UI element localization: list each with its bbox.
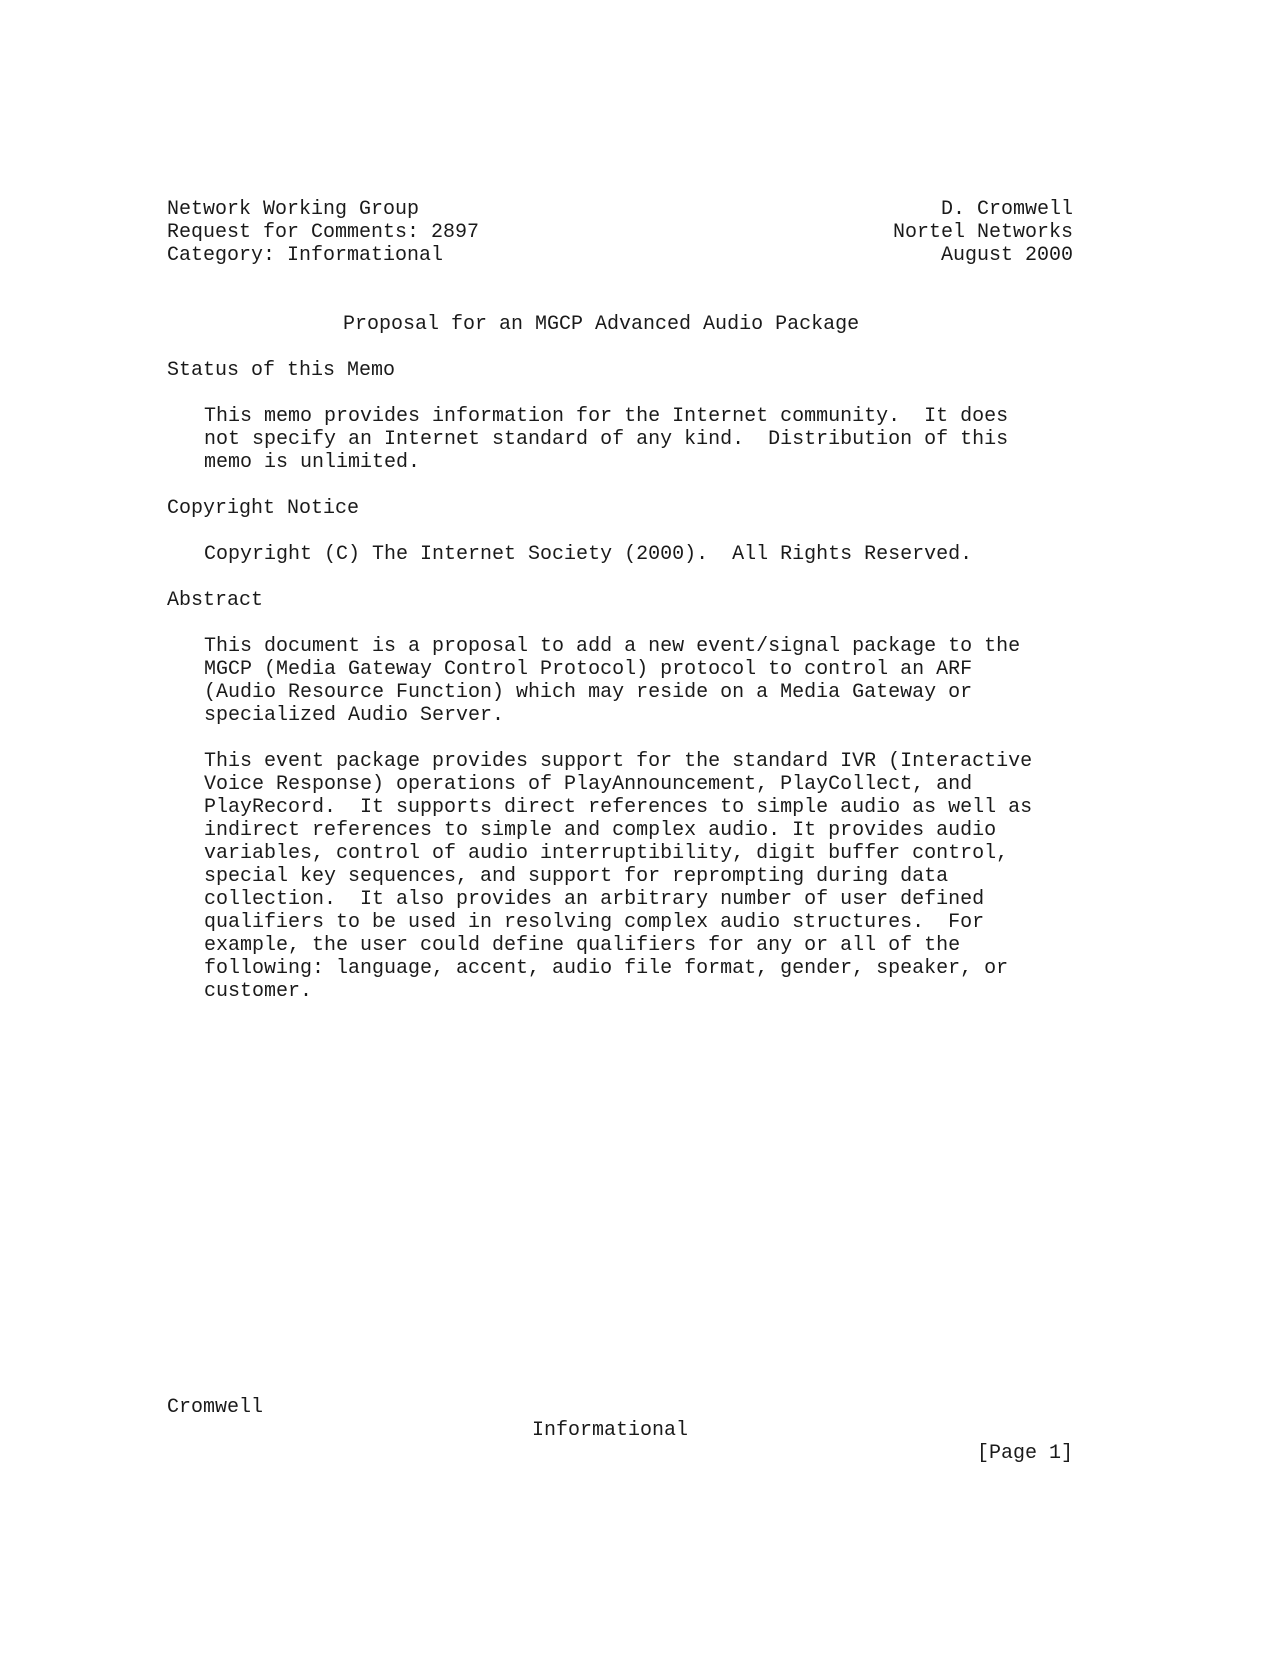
text-line: (Audio Resource Function) which may reside on a Media Gateway or xyxy=(204,681,973,704)
text-line: not specify an Internet standard of any kind. Distribution of this xyxy=(204,428,1009,451)
text-line: example, the user could define qualifiers for any or all of the xyxy=(204,934,961,957)
text-line: This event package provides support for the standard IVR (Interactive xyxy=(204,750,1033,773)
text-line: qualifiers to be used in resolving complex audio structures. For xyxy=(204,911,985,934)
text-line: This document is a proposal to add a new event/signal package to the xyxy=(204,635,1021,658)
text-line: indirect references to simple and complex audio. It provides audio xyxy=(204,819,997,842)
status-paragraph xyxy=(167,405,1073,474)
text-line: Voice Response) operations of PlayAnnouncement, PlayCollect, and xyxy=(204,773,973,796)
footer-category: Informational xyxy=(532,1419,689,1442)
publication-date: August 2000 xyxy=(940,244,1073,267)
author-name: D. Cromwell xyxy=(940,198,1073,221)
header-row xyxy=(167,198,1073,221)
text-line: collection. It also provides an arbitrary number of user defined xyxy=(204,888,985,911)
text-line: specialized Audio Server. xyxy=(204,704,505,727)
text-line: This memo provides information for the Internet community. It does xyxy=(204,405,1009,428)
rfc-page xyxy=(167,198,1073,1003)
footer-page-number: [Page 1] xyxy=(976,1442,1073,1465)
header-row xyxy=(167,244,1073,267)
footer-author: Cromwell xyxy=(167,1396,264,1419)
text-line: customer. xyxy=(204,980,313,1003)
abstract-paragraph-1 xyxy=(167,635,1073,727)
text-line: following: language, accent, audio file format, gender, speaker, or xyxy=(204,957,1009,980)
text-line: memo is unlimited. xyxy=(204,451,421,474)
working-group: Network Working Group xyxy=(167,198,420,221)
header-block xyxy=(167,198,1073,267)
header-row xyxy=(167,221,1073,244)
category: Category: Informational xyxy=(167,244,444,267)
section-heading-copyright: Copyright Notice xyxy=(167,497,360,520)
text-line: Copyright (C) The Internet Society (2000). All Rights Reserved. xyxy=(204,543,973,566)
text-line: variables, control of audio interruptibility, digit buffer control, xyxy=(204,842,1009,865)
text-line: MGCP (Media Gateway Control Protocol) protocol to control an ARF xyxy=(204,658,973,681)
author-org: Nortel Networks xyxy=(892,221,1073,244)
page-footer xyxy=(167,1373,1073,1465)
text-line: PlayRecord. It supports direct references to simple audio as well as xyxy=(204,796,1033,819)
section-heading-status: Status of this Memo xyxy=(167,359,396,382)
document-title: Proposal for an MGCP Advanced Audio Package xyxy=(343,313,860,336)
copyright-paragraph xyxy=(167,543,1073,566)
section-heading-abstract: Abstract xyxy=(167,589,264,612)
abstract-paragraph-2 xyxy=(167,750,1073,1003)
text-line: special key sequences, and support for reprompting during data xyxy=(204,865,949,888)
rfc-number: Request for Comments: 2897 xyxy=(167,221,480,244)
